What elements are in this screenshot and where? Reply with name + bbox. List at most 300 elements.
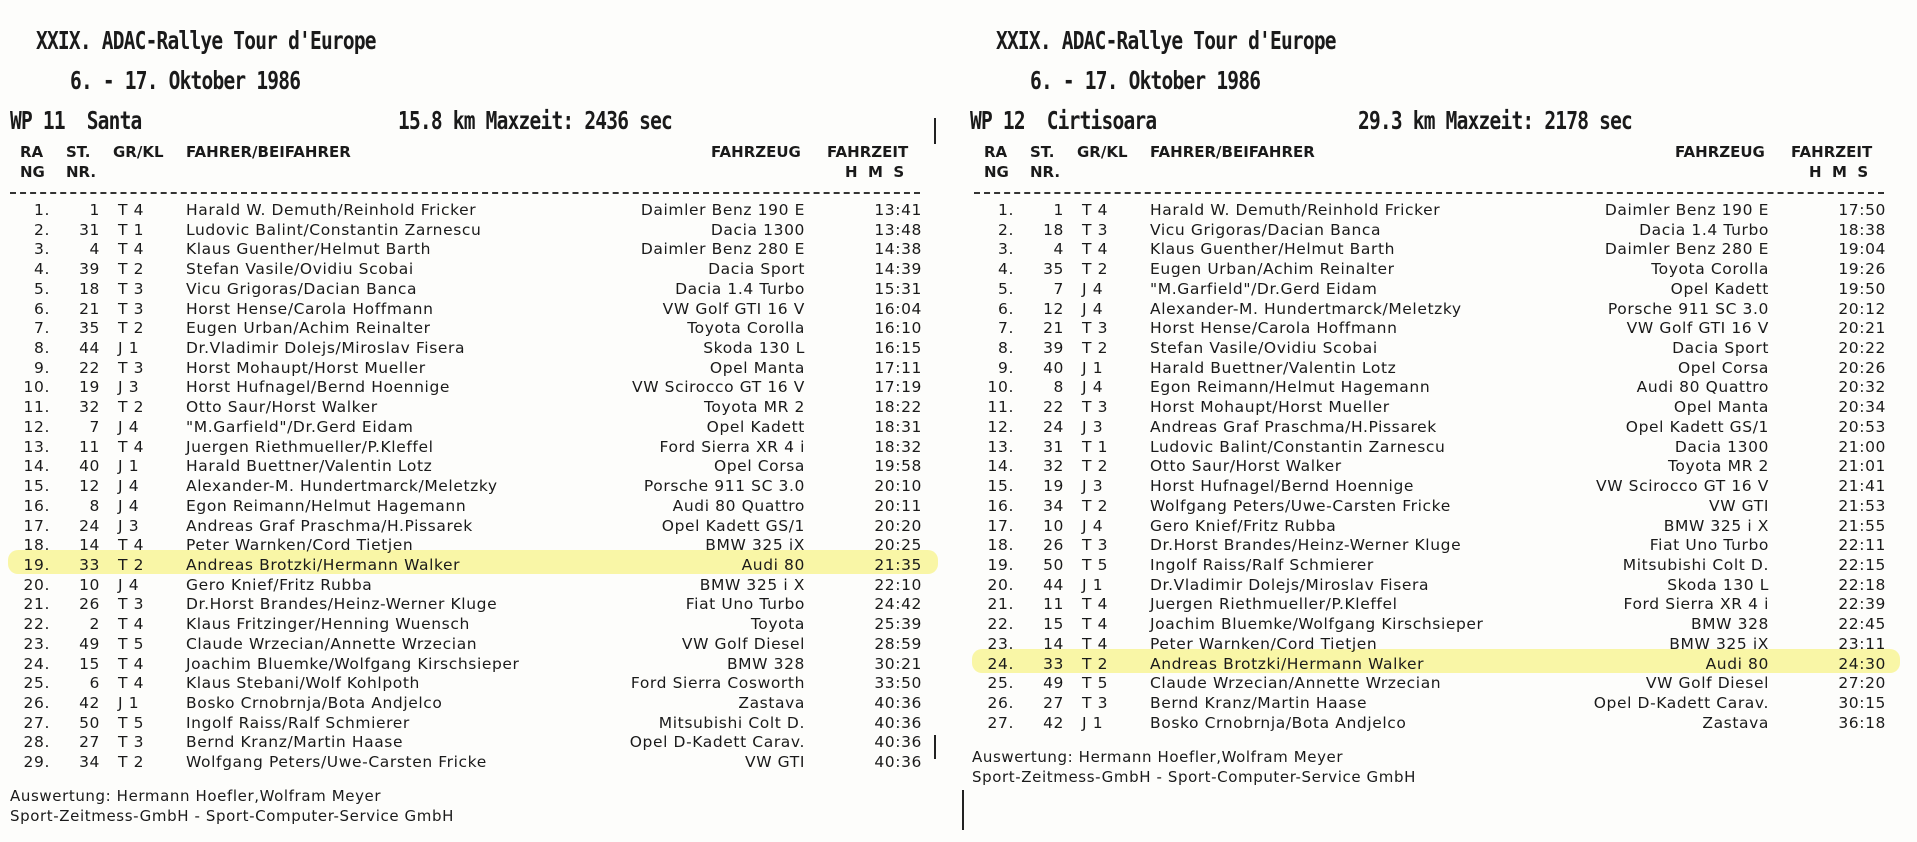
cell-time: 19:26 — [1838, 260, 1886, 279]
cell-driver: Harald Buettner/Valentin Lotz — [186, 457, 433, 476]
table-row — [964, 457, 1894, 477]
table-row — [0, 753, 930, 773]
cell-group-class: T 5 — [1082, 674, 1109, 693]
cell-car: Opel Manta — [1673, 398, 1769, 417]
cell-driver: Harald W. Demuth/Reinhold Fricker — [186, 201, 477, 219]
table-row — [0, 438, 930, 458]
cell-rang: 10. — [987, 378, 1014, 397]
cell-rang: 3. — [34, 240, 50, 259]
cell-rang: 21. — [23, 595, 50, 614]
cell-driver: Joachim Bluemke/Wolfgang Kirschsieper — [1150, 615, 1484, 634]
cell-car: Opel Kadett GS/1 — [661, 516, 805, 535]
header-time: FAHRZEIT — [1791, 143, 1873, 161]
cell-driver: Dr.Horst Brandes/Heinz-Werner Kluge — [1150, 536, 1462, 555]
cell-group-class: T 2 — [118, 753, 145, 772]
cell-car: VW Scirocco GT 16 V — [1596, 477, 1769, 496]
cell-driver: Klaus Guenther/Helmut Barth — [186, 240, 432, 259]
cell-driver: Vicu Grigoras/Dacian Banca — [186, 279, 418, 298]
cell-car: Zastava — [1702, 713, 1769, 732]
cell-rang: 8. — [998, 339, 1014, 358]
cell-start-number: 22 — [79, 358, 100, 377]
cell-driver: Bosko Crnobrnja/Bota Andjelco — [1150, 713, 1407, 732]
cell-start-number: 18 — [79, 279, 100, 298]
header-time-units: H M S — [845, 163, 905, 181]
table-row — [0, 733, 930, 753]
cell-time: 25:39 — [874, 615, 922, 634]
table-row — [964, 260, 1894, 280]
cell-group-class: J 1 — [1082, 575, 1104, 594]
cell-rang: 23. — [987, 634, 1014, 653]
cell-start-number: 10 — [79, 575, 100, 594]
cell-driver: Egon Reimann/Helmut Hagemann — [1150, 378, 1431, 397]
cell-time: 15:31 — [874, 279, 922, 298]
header-rang-2: NG — [984, 163, 1009, 181]
cell-car: Mitsubishi Colt D. — [658, 713, 805, 732]
cell-car: Ford Sierra XR 4 i — [659, 437, 805, 456]
cell-rang: 5. — [34, 279, 50, 298]
cell-driver: Eugen Urban/Achim Reinalter — [186, 319, 431, 338]
header-car: FAHRZEUG — [711, 143, 801, 161]
table-row — [964, 280, 1894, 300]
cell-start-number: 11 — [79, 437, 100, 456]
cell-driver: Claude Wrzecian/Annette Wrzecian — [186, 634, 478, 653]
cell-start-number: 42 — [1043, 713, 1064, 732]
cell-driver: Horst Hufnagel/Bernd Hoennige — [1150, 477, 1415, 496]
cell-start-number: 4 — [1053, 240, 1064, 259]
cell-start-number: 8 — [1053, 378, 1064, 397]
cell-car: BMW 328 — [1690, 615, 1769, 634]
cell-driver: Klaus Fritzinger/Henning Wuensch — [186, 615, 470, 634]
cell-car: Opel D-Kadett Carav. — [629, 733, 805, 752]
cell-group-class: T 5 — [118, 713, 145, 732]
cell-rang: 9. — [998, 358, 1014, 377]
cell-rang: 12. — [987, 417, 1014, 436]
cell-group-class: T 3 — [1082, 220, 1109, 239]
cell-rang: 13. — [987, 437, 1014, 456]
cell-group-class: T 1 — [118, 220, 145, 239]
cell-group-class: T 5 — [118, 634, 145, 653]
cell-driver: Ludovic Balint/Constantin Zarnescu — [186, 220, 482, 239]
cell-driver: Horst Mohaupt/Horst Mueller — [1150, 398, 1390, 417]
table-row — [0, 319, 930, 339]
cell-group-class: T 4 — [118, 615, 145, 634]
table-row — [0, 359, 930, 379]
header-time: FAHRZEIT — [827, 143, 909, 161]
cell-group-class: J 1 — [118, 694, 140, 712]
cell-time: 22:10 — [874, 575, 922, 594]
cell-time: 17:50 — [1838, 201, 1886, 219]
footer-company: Sport-Zeitmess-GmbH - Sport-Computer-Service GmbH — [972, 768, 1416, 786]
table-row — [964, 359, 1894, 379]
cell-car: VW Scirocco GT 16 V — [632, 378, 805, 397]
cell-rang: 29. — [23, 753, 50, 772]
cell-driver: Andreas Brotzki/Hermann Walker — [1150, 654, 1425, 673]
table-row — [964, 536, 1894, 556]
cell-rang: 16. — [987, 496, 1014, 515]
cell-start-number: 12 — [79, 477, 100, 496]
cell-driver: Juergen Riethmueller/P.Kleffel — [186, 437, 434, 456]
table-row — [0, 280, 930, 300]
table-row — [0, 517, 930, 537]
cell-rang: 23. — [23, 634, 50, 653]
table-row — [964, 221, 1894, 241]
cell-start-number: 22 — [1043, 398, 1064, 417]
cell-car: Ford Sierra XR 4 i — [1623, 595, 1769, 614]
cell-group-class: T 3 — [1082, 398, 1109, 417]
cell-start-number: 21 — [79, 299, 100, 318]
table-row — [0, 556, 930, 576]
cell-time: 20:21 — [1838, 319, 1886, 338]
cell-car: Audi 80 — [1705, 654, 1769, 673]
cell-driver: Juergen Riethmueller/P.Kleffel — [1150, 595, 1398, 614]
cell-driver: Ingolf Raiss/Ralf Schmierer — [1150, 555, 1374, 574]
cell-rang: 10. — [23, 378, 50, 397]
cell-group-class: T 4 — [1082, 615, 1109, 634]
table-row — [0, 655, 930, 675]
cell-time: 21:35 — [874, 555, 922, 574]
cell-time: 17:11 — [874, 358, 922, 377]
header-rule — [974, 192, 1884, 194]
cell-car: BMW 325 i X — [699, 575, 805, 594]
cell-group-class: T 3 — [1082, 694, 1109, 712]
table-row — [0, 497, 930, 517]
header-st-2: NR. — [1030, 163, 1061, 181]
cell-car: Dacia 1.4 Turbo — [675, 279, 805, 298]
cell-time: 21:00 — [1838, 437, 1886, 456]
footer-company: Sport-Zeitmess-GmbH - Sport-Computer-Service GmbH — [10, 807, 454, 825]
cell-rang: 15. — [23, 477, 50, 496]
footer-evaluation: Auswertung: Hermann Hoefler,Wolfram Meyer — [10, 787, 382, 805]
cell-car: Toyota Corolla — [687, 319, 805, 338]
cell-start-number: 15 — [79, 654, 100, 673]
edge-mark — [934, 118, 936, 144]
cell-time: 22:45 — [1838, 615, 1886, 634]
cell-group-class: J 4 — [118, 477, 140, 496]
cell-time: 20:53 — [1838, 417, 1886, 436]
cell-car: Dacia Sport — [1672, 339, 1769, 358]
cell-car: Dacia Sport — [708, 260, 805, 279]
cell-start-number: 6 — [89, 674, 100, 693]
cell-time: 36:18 — [1838, 713, 1886, 732]
cell-time: 40:36 — [874, 713, 922, 732]
cell-group-class: T 4 — [118, 674, 145, 693]
cell-group-class: T 2 — [118, 398, 145, 417]
cell-time: 21:41 — [1838, 477, 1886, 496]
cell-driver: Andreas Graf Praschma/H.Pissarek — [1150, 417, 1437, 436]
cell-time: 13:41 — [874, 201, 922, 219]
cell-rang: 7. — [998, 319, 1014, 338]
table-row — [964, 714, 1894, 734]
cell-driver: Klaus Stebani/Wolf Kohlpoth — [186, 674, 420, 693]
cell-driver: Eugen Urban/Achim Reinalter — [1150, 260, 1395, 279]
cell-time: 22:11 — [1838, 536, 1886, 555]
table-row — [0, 221, 930, 241]
cell-car: VW GTI — [745, 753, 805, 772]
cell-group-class: T 2 — [118, 555, 145, 574]
cell-start-number: 15 — [1043, 615, 1064, 634]
edge-mark — [962, 790, 964, 830]
cell-start-number: 26 — [79, 595, 100, 614]
cell-time: 20:12 — [1838, 299, 1886, 318]
table-row — [0, 378, 930, 398]
header-st: ST. — [1030, 143, 1055, 161]
cell-car: Audi 80 — [741, 555, 805, 574]
cell-group-class: T 3 — [118, 299, 145, 318]
cell-driver: Wolfgang Peters/Uwe-Carsten Fricke — [186, 753, 487, 772]
cell-group-class: T 2 — [1082, 260, 1109, 279]
cell-car: Toyota Corolla — [1651, 260, 1769, 279]
event-title: XXIX. ADAC-Rallye Tour d'Europe — [36, 26, 376, 55]
cell-car: Daimler Benz 280 E — [1604, 240, 1769, 259]
cell-rang: 1. — [34, 201, 50, 219]
cell-car: Daimler Benz 280 E — [640, 240, 805, 259]
cell-driver: Horst Hense/Carola Hoffmann — [1150, 319, 1398, 338]
cell-rang: 26. — [987, 694, 1014, 712]
cell-group-class: J 4 — [118, 496, 140, 515]
cell-start-number: 11 — [1043, 595, 1064, 614]
results-sheet-wp11 — [0, 0, 940, 842]
cell-car: VW Golf Diesel — [1645, 674, 1769, 693]
table-row — [964, 240, 1894, 260]
cell-car: Audi 80 Quattro — [1636, 378, 1769, 397]
header-rule — [10, 192, 920, 194]
cell-driver: Harald W. Demuth/Reinhold Fricker — [1150, 201, 1441, 219]
header-driver: FAHRER/BEIFAHRER — [186, 143, 351, 161]
table-row — [0, 536, 930, 556]
cell-time: 16:10 — [874, 319, 922, 338]
cell-rang: 27. — [23, 713, 50, 732]
cell-car: Dacia 1300 — [710, 220, 805, 239]
cell-car: Audi 80 Quattro — [672, 496, 805, 515]
table-row — [964, 300, 1894, 320]
cell-car: Daimler Benz 190 E — [1604, 201, 1769, 219]
cell-car: Opel Kadett — [706, 417, 805, 436]
cell-driver: Andreas Brotzki/Hermann Walker — [186, 555, 461, 574]
cell-group-class: T 4 — [118, 437, 145, 456]
cell-start-number: 4 — [89, 240, 100, 259]
cell-group-class: T 4 — [118, 536, 145, 555]
table-row — [0, 240, 930, 260]
cell-car: Opel Corsa — [713, 457, 805, 476]
cell-start-number: 24 — [1043, 417, 1064, 436]
table-row — [0, 694, 930, 714]
cell-driver: Otto Saur/Horst Walker — [1150, 457, 1342, 476]
cell-car: BMW 325 i X — [1663, 516, 1769, 535]
cell-car: Toyota — [750, 615, 805, 634]
cell-time: 40:36 — [874, 694, 922, 712]
cell-start-number: 14 — [1043, 634, 1064, 653]
cell-group-class: T 2 — [1082, 339, 1109, 358]
cell-time: 21:53 — [1838, 496, 1886, 515]
cell-start-number: 42 — [79, 694, 100, 712]
cell-driver: Horst Hufnagel/Bernd Hoennige — [186, 378, 451, 397]
cell-car: Toyota MR 2 — [703, 398, 805, 417]
cell-group-class: T 2 — [1082, 654, 1109, 673]
cell-time: 16:15 — [874, 339, 922, 358]
table-row — [964, 477, 1894, 497]
cell-rang: 17. — [23, 516, 50, 535]
cell-start-number: 27 — [79, 733, 100, 752]
cell-group-class: J 4 — [1082, 516, 1104, 535]
table-row — [964, 438, 1894, 458]
cell-group-class: T 2 — [118, 319, 145, 338]
cell-rang: 22. — [23, 615, 50, 634]
cell-time: 21:01 — [1838, 457, 1886, 476]
cell-car: VW GTI — [1709, 496, 1769, 515]
cell-time: 20:32 — [1838, 378, 1886, 397]
cell-car: Opel Manta — [709, 358, 805, 377]
cell-rang: 8. — [34, 339, 50, 358]
cell-time: 21:55 — [1838, 516, 1886, 535]
header-car: FAHRZEUG — [1675, 143, 1765, 161]
cell-rang: 24. — [987, 654, 1014, 673]
cell-group-class: T 2 — [1082, 457, 1109, 476]
cell-rang: 11. — [23, 398, 50, 417]
table-row — [0, 595, 930, 615]
cell-rang: 3. — [998, 240, 1014, 259]
cell-group-class: J 3 — [1082, 417, 1104, 436]
cell-group-class: J 4 — [1082, 279, 1104, 298]
cell-driver: Horst Hense/Carola Hoffmann — [186, 299, 434, 318]
cell-start-number: 1 — [1053, 201, 1064, 219]
cell-group-class: T 3 — [1082, 536, 1109, 555]
header-rang-2: NG — [20, 163, 45, 181]
cell-car: Opel Corsa — [1677, 358, 1769, 377]
table-row — [964, 556, 1894, 576]
cell-start-number: 12 — [1043, 299, 1064, 318]
cell-time: 27:20 — [1838, 674, 1886, 693]
cell-car: VW Golf Diesel — [681, 634, 805, 653]
table-row — [0, 398, 930, 418]
table-row — [0, 300, 930, 320]
cell-driver: Bernd Kranz/Martin Haase — [1150, 694, 1368, 712]
cell-car: Dacia 1300 — [1674, 437, 1769, 456]
table-row — [0, 615, 930, 635]
header-gr: GR/KL — [1077, 143, 1128, 161]
cell-rang: 19. — [987, 555, 1014, 574]
cell-driver: Harald Buettner/Valentin Lotz — [1150, 358, 1397, 377]
cell-group-class: J 4 — [118, 417, 140, 436]
cell-group-class: T 3 — [118, 279, 145, 298]
footer-evaluation: Auswertung: Hermann Hoefler,Wolfram Meyer — [972, 748, 1344, 766]
cell-driver: Gero Knief/Fritz Rubba — [1150, 516, 1337, 535]
cell-time: 22:15 — [1838, 555, 1886, 574]
cell-group-class: J 1 — [1082, 713, 1104, 732]
cell-time: 13:48 — [874, 220, 922, 239]
table-row — [964, 517, 1894, 537]
stage-name: WP 11 Santa — [10, 106, 142, 135]
event-dates: 6. - 17. Oktober 1986 — [1030, 66, 1261, 95]
cell-rang: 25. — [987, 674, 1014, 693]
cell-group-class: J 3 — [1082, 477, 1104, 496]
cell-time: 40:36 — [874, 753, 922, 772]
cell-start-number: 14 — [79, 536, 100, 555]
event-title: XXIX. ADAC-Rallye Tour d'Europe — [996, 26, 1336, 55]
cell-driver: Otto Saur/Horst Walker — [186, 398, 378, 417]
cell-start-number: 7 — [1053, 279, 1064, 298]
cell-driver: Egon Reimann/Helmut Hagemann — [186, 496, 467, 515]
cell-time: 33:50 — [874, 674, 922, 693]
cell-rang: 14. — [987, 457, 1014, 476]
cell-driver: Peter Warnken/Cord Tietjen — [186, 536, 414, 555]
cell-rang: 17. — [987, 516, 1014, 535]
table-row — [964, 378, 1894, 398]
table-row — [0, 477, 930, 497]
cell-time: 40:36 — [874, 733, 922, 752]
cell-time: 19:58 — [874, 457, 922, 476]
cell-rang: 14. — [23, 457, 50, 476]
stage-info: 15.8 km Maxzeit: 2436 sec — [398, 106, 673, 135]
table-row — [964, 398, 1894, 418]
table-row — [964, 497, 1894, 517]
table-row — [964, 339, 1894, 359]
cell-time: 20:26 — [1838, 358, 1886, 377]
table-row — [964, 319, 1894, 339]
cell-group-class: T 4 — [1082, 201, 1109, 219]
table-row — [964, 694, 1894, 714]
cell-time: 19:04 — [1838, 240, 1886, 259]
table-row — [964, 674, 1894, 694]
cell-start-number: 40 — [1043, 358, 1064, 377]
cell-start-number: 7 — [89, 417, 100, 436]
cell-start-number: 32 — [79, 398, 100, 417]
cell-rang: 18. — [987, 536, 1014, 555]
cell-driver: Dr.Horst Brandes/Heinz-Werner Kluge — [186, 595, 498, 614]
cell-car: VW Golf GTI 16 V — [662, 299, 805, 318]
table-row — [964, 201, 1894, 221]
cell-driver: Claude Wrzecian/Annette Wrzecian — [1150, 674, 1442, 693]
table-row — [964, 418, 1894, 438]
table-row — [0, 457, 930, 477]
cell-start-number: 32 — [1043, 457, 1064, 476]
cell-group-class: T 4 — [118, 654, 145, 673]
cell-car: Fiat Uno Turbo — [685, 595, 805, 614]
cell-start-number: 44 — [1043, 575, 1064, 594]
table-row — [0, 418, 930, 438]
cell-time: 20:22 — [1838, 339, 1886, 358]
cell-start-number: 35 — [1043, 260, 1064, 279]
cell-group-class: T 3 — [118, 358, 145, 377]
cell-time: 18:22 — [874, 398, 922, 417]
cell-start-number: 31 — [1043, 437, 1064, 456]
cell-rang: 20. — [23, 575, 50, 594]
cell-rang: 16. — [23, 496, 50, 515]
cell-driver: Peter Warnken/Cord Tietjen — [1150, 634, 1378, 653]
cell-car: Porsche 911 SC 3.0 — [643, 477, 805, 496]
cell-rang: 9. — [34, 358, 50, 377]
cell-start-number: 33 — [1043, 654, 1064, 673]
cell-rang: 13. — [23, 437, 50, 456]
cell-car: Toyota MR 2 — [1667, 457, 1769, 476]
cell-rang: 5. — [998, 279, 1014, 298]
cell-time: 20:20 — [874, 516, 922, 535]
cell-group-class: J 4 — [118, 575, 140, 594]
cell-driver: Klaus Guenther/Helmut Barth — [1150, 240, 1396, 259]
table-row — [964, 576, 1894, 596]
cell-rang: 7. — [34, 319, 50, 338]
cell-car: Skoda 130 L — [1667, 575, 1769, 594]
cell-group-class: J 3 — [118, 516, 140, 535]
cell-driver: "M.Garfield"/Dr.Gerd Eidam — [1150, 279, 1378, 298]
cell-rang: 25. — [23, 674, 50, 693]
cell-start-number: 50 — [79, 713, 100, 732]
cell-time: 24:42 — [874, 595, 922, 614]
cell-time: 18:38 — [1838, 220, 1886, 239]
cell-rang: 4. — [998, 260, 1014, 279]
cell-start-number: 49 — [79, 634, 100, 653]
event-dates: 6. - 17. Oktober 1986 — [70, 66, 301, 95]
cell-rang: 20. — [987, 575, 1014, 594]
